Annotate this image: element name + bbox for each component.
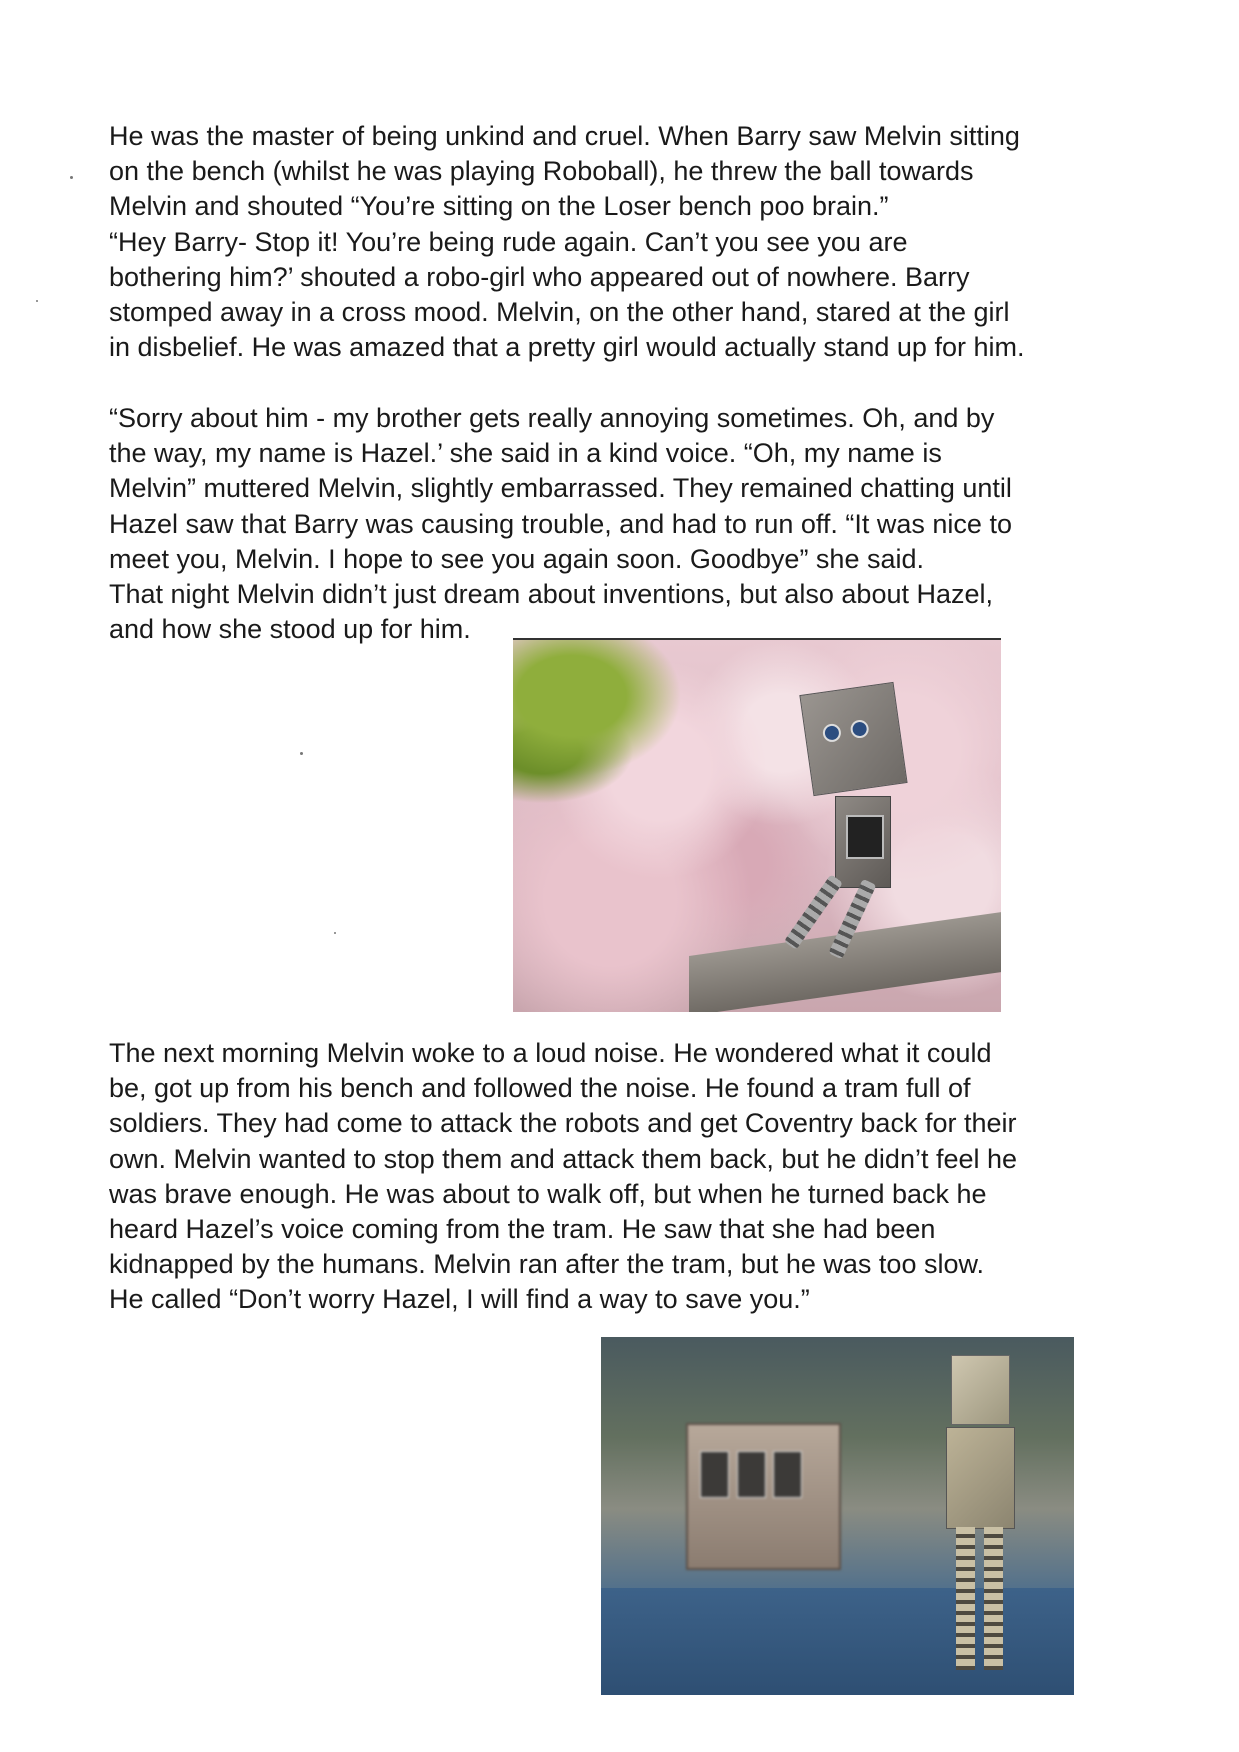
scan-speck [334, 932, 336, 934]
scan-speck [70, 176, 73, 179]
text-line: heard Hazel’s voice coming from the tram. He saw that she had been [109, 1214, 936, 1245]
text-line: the way, my name is Hazel.’ she said in a kind voice. “Oh, my name is [109, 438, 942, 469]
robot-head [799, 682, 907, 797]
text-line: Melvin and shouted “You’re sitting on the Loser bench poo brain.” [109, 191, 889, 222]
blossom-robot-photo [513, 638, 1001, 1012]
robot-eye [821, 723, 841, 743]
scan-speck [36, 300, 38, 302]
robot-leg [956, 1527, 975, 1670]
text-line: Hazel saw that Barry was causing trouble, and had to run off. “It was nice to [109, 508, 1012, 539]
robot-body [946, 1427, 1014, 1529]
text-line: bothering him?’ shouted a robo-girl who appeared out of nowhere. Barry [109, 261, 970, 292]
robot-eye [849, 719, 869, 739]
text-line: Melvin” muttered Melvin, slightly embarrassed. They remained chatting until [109, 473, 1012, 504]
text-line: was brave enough. He was about to walk off, but when he turned back he [109, 1178, 987, 1209]
paragraph-meeting-hazel [109, 401, 1114, 647]
text-line: and how she stood up for him. [109, 614, 471, 645]
text-line: meet you, Melvin. I hope to see you again soon. Goodbye” she said. [109, 543, 924, 574]
tram-robot-photo [601, 1337, 1074, 1695]
text-line: “Hey Barry- Stop it! You’re being rude again. Can’t you see you are [109, 226, 908, 257]
robot-screen [846, 815, 884, 859]
tram-window [737, 1451, 766, 1499]
text-line: be, got up from his bench and followed the noise. He found a tram full of [109, 1073, 971, 1104]
text-line: “Sorry about him - my brother gets really annoying sometimes. Oh, and by [109, 403, 995, 433]
tram-window [773, 1451, 802, 1499]
tram-window [700, 1451, 729, 1499]
text-line: kidnapped by the humans. Melvin ran after the tram, but he was too slow. [109, 1249, 984, 1280]
robot-body [835, 796, 891, 887]
text-line: He was the master of being unkind and cruel. When Barry saw Melvin sitting [109, 121, 1020, 151]
robot-head [951, 1355, 1010, 1425]
text-line: He called “Don’t worry Hazel, I will find a way to save you.” [109, 1284, 810, 1315]
text-line: own. Melvin wanted to stop them and attack them back, but he didn’t feel he [109, 1143, 1018, 1174]
text-line: The next morning Melvin woke to a loud noise. He wondered what it could [109, 1038, 992, 1068]
text-line: stomped away in a cross mood. Melvin, on the other hand, stared at the girl [109, 297, 1010, 328]
cable-tram [686, 1423, 841, 1570]
text-line: That night Melvin didn’t just dream about inventions, but also about Hazel, [109, 579, 994, 610]
paragraph-tram-kidnap [109, 1036, 1114, 1318]
robot-leg [984, 1527, 1003, 1670]
text-line: soldiers. They had come to attack the robots and get Coventry back for their [109, 1108, 1017, 1139]
text-line: in disbelief. He was amazed that a pretty girl would actually stand up for him. [109, 332, 1025, 363]
text-line: on the bench (whilst he was playing Roboball), he threw the ball towards [109, 156, 974, 187]
street-ground [601, 1588, 1074, 1695]
paragraph-barry-bench [109, 119, 1114, 365]
scan-speck [300, 752, 303, 755]
